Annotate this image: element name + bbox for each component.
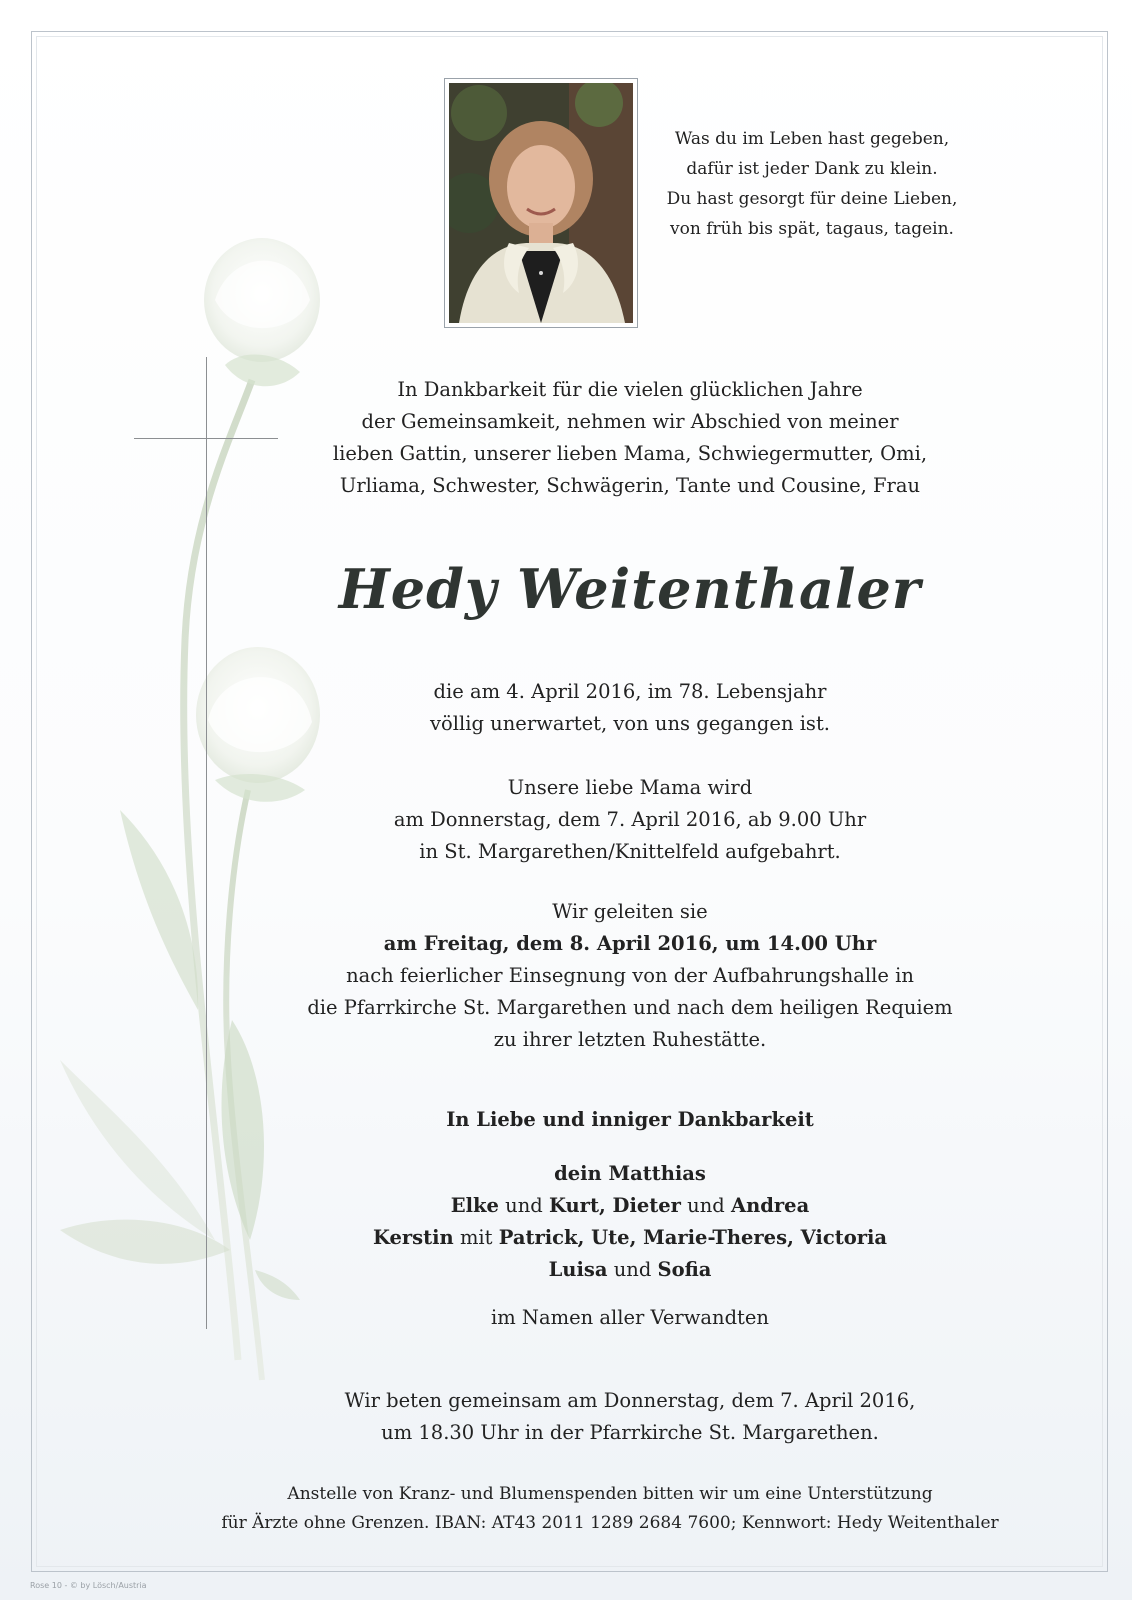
funeral-date: am Freitag, dem 8. April 2016, um 14.00 Uhr — [383, 932, 877, 955]
family-name: Sofia — [657, 1258, 712, 1281]
portrait-frame — [444, 78, 638, 328]
family-conjunction: und — [687, 1194, 725, 1217]
laying-line: in St. Margarethen/Knittelfeld aufgebahrt. — [419, 840, 841, 863]
portrait-image — [449, 83, 633, 323]
poem — [662, 124, 962, 244]
prayer-line: um 18.30 Uhr in der Pfarrkirche St. Margarethen. — [381, 1421, 879, 1444]
relatives-line: im Namen aller Verwandten — [490, 1306, 769, 1329]
family-conjunction: und — [613, 1258, 652, 1281]
intro-line: der Gemeinsamkeit, nehmen wir Abschied von meiner — [361, 410, 899, 433]
funeral-notice — [260, 896, 1000, 1056]
donation-line: Anstelle von Kranz- und Blumenspenden bitten wir um eine Unterstützung — [287, 1484, 933, 1504]
laying-line: Unsere liebe Mama wird — [507, 776, 753, 799]
poem-line: Was du im Leben hast gegeben, — [674, 129, 950, 149]
footer-credit: Rose 10 - © by Lösch/Austria — [30, 1581, 147, 1590]
family-name: Luisa — [548, 1258, 608, 1281]
cross-icon — [206, 357, 207, 1329]
family-line — [260, 1158, 1000, 1190]
laying-line: am Donnerstag, dem 7. April 2016, ab 9.00 Uhr — [393, 808, 867, 831]
poem-line: Du hast gesorgt für deine Lieben, — [666, 189, 958, 209]
family-name: Patrick, Ute, Marie-Theres, Victoria — [498, 1226, 888, 1249]
family-name: Elke — [450, 1194, 499, 1217]
laying-out-notice — [260, 772, 1000, 868]
family-conjunction: und — [505, 1194, 543, 1217]
prayer-line: Wir beten gemeinsam am Donnerstag, dem 7. April 2016, — [344, 1389, 916, 1412]
family-name: Andrea — [730, 1194, 810, 1217]
portrait-photo — [449, 83, 633, 323]
donation-line: für Ärzte ohne Grenzen. IBAN: AT43 2011 1289 2684 7600; Kennwort: Hedy Weitenthaler — [221, 1513, 999, 1533]
family-name: dein Matthias — [554, 1162, 706, 1185]
family-line — [260, 1254, 1000, 1286]
poem-line: dafür ist jeder Dank zu klein. — [686, 159, 938, 179]
funeral-line: nach feierlicher Einsegnung von der Aufbahrungshalle in — [346, 964, 914, 987]
deceased-name: Hedy Weitenthaler — [338, 557, 922, 621]
funeral-line: die Pfarrkirche St. Margarethen und nach dem heiligen Requiem — [307, 996, 953, 1019]
intro-text — [260, 374, 1000, 502]
intro-line: Urliama, Schwester, Schwägerin, Tante und Cousine, Frau — [339, 474, 921, 497]
cross-bar — [134, 438, 278, 439]
family-list — [260, 1158, 1000, 1286]
death-notice — [260, 676, 1000, 740]
intro-line: lieben Gattin, unserer lieben Mama, Schwiegermutter, Omi, — [332, 442, 928, 465]
intro-line: In Dankbarkeit für die vielen glücklichen Jahre — [397, 378, 863, 401]
family-conjunction: mit — [459, 1226, 493, 1249]
family-line — [260, 1190, 1000, 1222]
prayer-notice — [260, 1385, 1000, 1449]
family-name: Kerstin — [372, 1226, 454, 1249]
donation-notice — [180, 1480, 1040, 1538]
family-name: Kurt, Dieter — [548, 1194, 681, 1217]
funeral-line: zu ihrer letzten Ruhestätte. — [493, 1028, 767, 1051]
thanks-heading: In Liebe und inniger Dankbarkeit — [446, 1108, 814, 1131]
funeral-line: Wir geleiten sie — [552, 900, 708, 923]
death-line: völlig unerwartet, von uns gegangen ist. — [430, 712, 830, 735]
family-line — [260, 1222, 1000, 1254]
poem-line: von früh bis spät, tagaus, tagein. — [670, 219, 954, 239]
death-line: die am 4. April 2016, im 78. Lebensjahr — [433, 680, 827, 703]
